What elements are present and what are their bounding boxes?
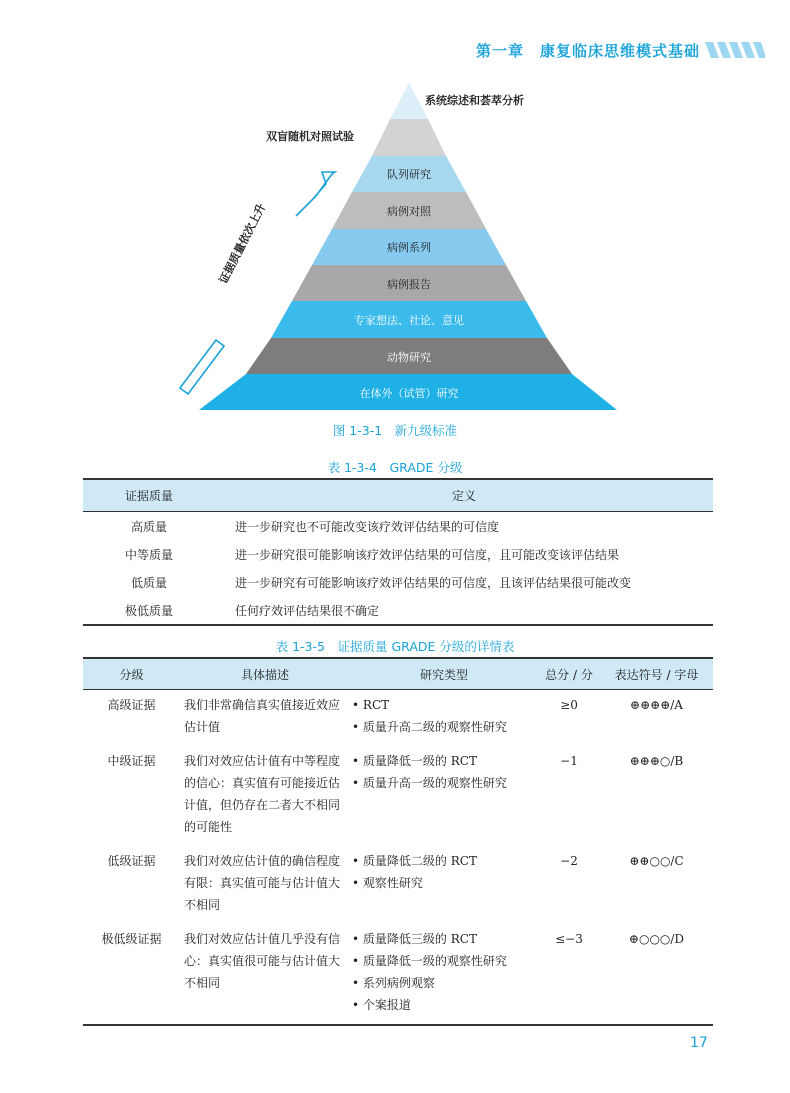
definition-cell: 任何疗效评估结果很不确定	[235, 603, 380, 618]
description-cell: 我们对效应估计值的确信程度有限：真实值可能与估计值大不相同	[184, 854, 341, 912]
page-number: 17	[690, 1035, 708, 1051]
grade-cell: 高级证据	[107, 698, 156, 712]
pyramid-label-4: 病例对照	[387, 205, 431, 218]
pyramid-label-2: 双盲随机对照试验	[266, 130, 354, 143]
definition-cell: 进一步研究很可能影响该疗效评估结果的可信度，且可能改变该评估结果	[235, 547, 620, 562]
lower-arrow-bar	[180, 340, 224, 394]
table-row	[83, 924, 713, 1025]
grade-cell: 极低级证据	[101, 932, 162, 946]
pyramid-label-8: 动物研究	[387, 351, 431, 364]
study-type-cell	[350, 690, 538, 747]
evidence-quality-arrow-label: 证据质量依次上升	[216, 201, 269, 286]
table-row	[83, 540, 713, 568]
study-type-cell	[350, 746, 538, 846]
study-type-item: • 质量升高一级的观察性研究	[352, 772, 537, 794]
table2-header-score: 总分 / 分	[538, 658, 600, 690]
table-row	[83, 746, 713, 846]
study-type-item: • 质量降低一级的 RCT	[352, 750, 537, 772]
description-cell: 我们对效应估计值几乎没有信心：真实值很可能与估计值大不相同	[184, 932, 341, 990]
quality-cell: 低质量	[130, 575, 167, 590]
quality-cell: 高质量	[130, 519, 167, 534]
table2-header-grade: 分级	[83, 658, 180, 690]
table2-header-description: 具体描述	[180, 658, 350, 690]
quality-cell: 中等质量	[124, 547, 173, 562]
quality-cell: 极低质量	[124, 603, 173, 618]
grade-cell: 中级证据	[107, 754, 156, 768]
symbol-cell: ⊕⊕○○/C	[629, 854, 684, 868]
score-cell: −2	[560, 854, 578, 868]
score-cell: ≥0	[560, 698, 578, 712]
table2-header-symbol: 表达符号 / 字母	[600, 658, 713, 690]
study-type-item: • 质量降低二级的 RCT	[352, 850, 537, 872]
pyramid-tier-1	[390, 83, 428, 119]
table1-caption: 表 1-3-4 GRADE 分级	[327, 460, 463, 475]
evidence-pyramid	[0, 0, 790, 440]
grade-cell: 低级证据	[107, 854, 156, 868]
symbol-cell: ⊕○○○/D	[628, 932, 685, 946]
table2-caption: 表 1-3-5 证据质量 GRADE 分级的详情表	[275, 639, 515, 654]
pyramid-label-9: 在体外（试管）研究	[359, 387, 459, 400]
study-type-cell	[350, 846, 538, 924]
study-type-item: • 个案报道	[352, 994, 537, 1016]
study-type-cell	[350, 924, 538, 1025]
figure-caption: 图 1-3-1 新九级标准	[332, 423, 458, 438]
study-type-item: • 质量降低一级的观察性研究	[352, 950, 537, 972]
table-row	[83, 596, 713, 625]
table1-header-definition: 定义	[215, 479, 713, 512]
study-type-item: • 系列病例观察	[352, 972, 537, 994]
study-type-item: • 质量降低三级的 RCT	[352, 928, 537, 950]
grade-table	[83, 478, 713, 626]
score-cell: −1	[560, 754, 578, 768]
description-cell: 我们对效应估计值有中等程度的信心：真实值有可能接近估计值，但仍存在二者大不相同的可能性	[184, 754, 341, 834]
description-cell: 我们非常确信真实值接近效应估计值	[184, 698, 341, 734]
table-row	[83, 568, 713, 596]
definition-cell: 进一步研究有可能影响该疗效评估结果的可信度，且该评估结果很可能改变	[235, 575, 632, 590]
study-type-item: • RCT	[352, 694, 537, 716]
chapter-title: 第一章 康复临床思维模式基础	[475, 42, 700, 60]
study-type-item: • 质量升高二级的观察性研究	[352, 716, 537, 738]
pyramid-label-6: 病例报告	[387, 278, 431, 291]
pyramid-label-3: 队列研究	[387, 168, 431, 181]
table-row	[83, 690, 713, 747]
pyramid-label-1: 系统综述和荟萃分析	[425, 94, 524, 107]
symbol-cell: ⊕⊕⊕○/B	[629, 754, 684, 768]
table-row	[83, 846, 713, 924]
pyramid-label-5: 病例系列	[387, 241, 431, 254]
score-cell: ≤−3	[555, 932, 583, 946]
symbol-cell: ⊕⊕⊕⊕/A	[630, 698, 683, 712]
study-type-item: • 观察性研究	[352, 872, 537, 894]
definition-cell: 进一步研究也不可能改变该疗效评估结果的可信度	[235, 519, 500, 534]
table-row	[83, 512, 713, 541]
table2-header-study-type: 研究类型	[350, 658, 538, 690]
table1-header-quality: 证据质量	[83, 479, 215, 512]
pyramid-label-7: 专家想法、社论、意见	[354, 314, 464, 327]
grade-detail-table	[83, 657, 713, 1026]
pyramid-tier-2	[372, 119, 446, 156]
